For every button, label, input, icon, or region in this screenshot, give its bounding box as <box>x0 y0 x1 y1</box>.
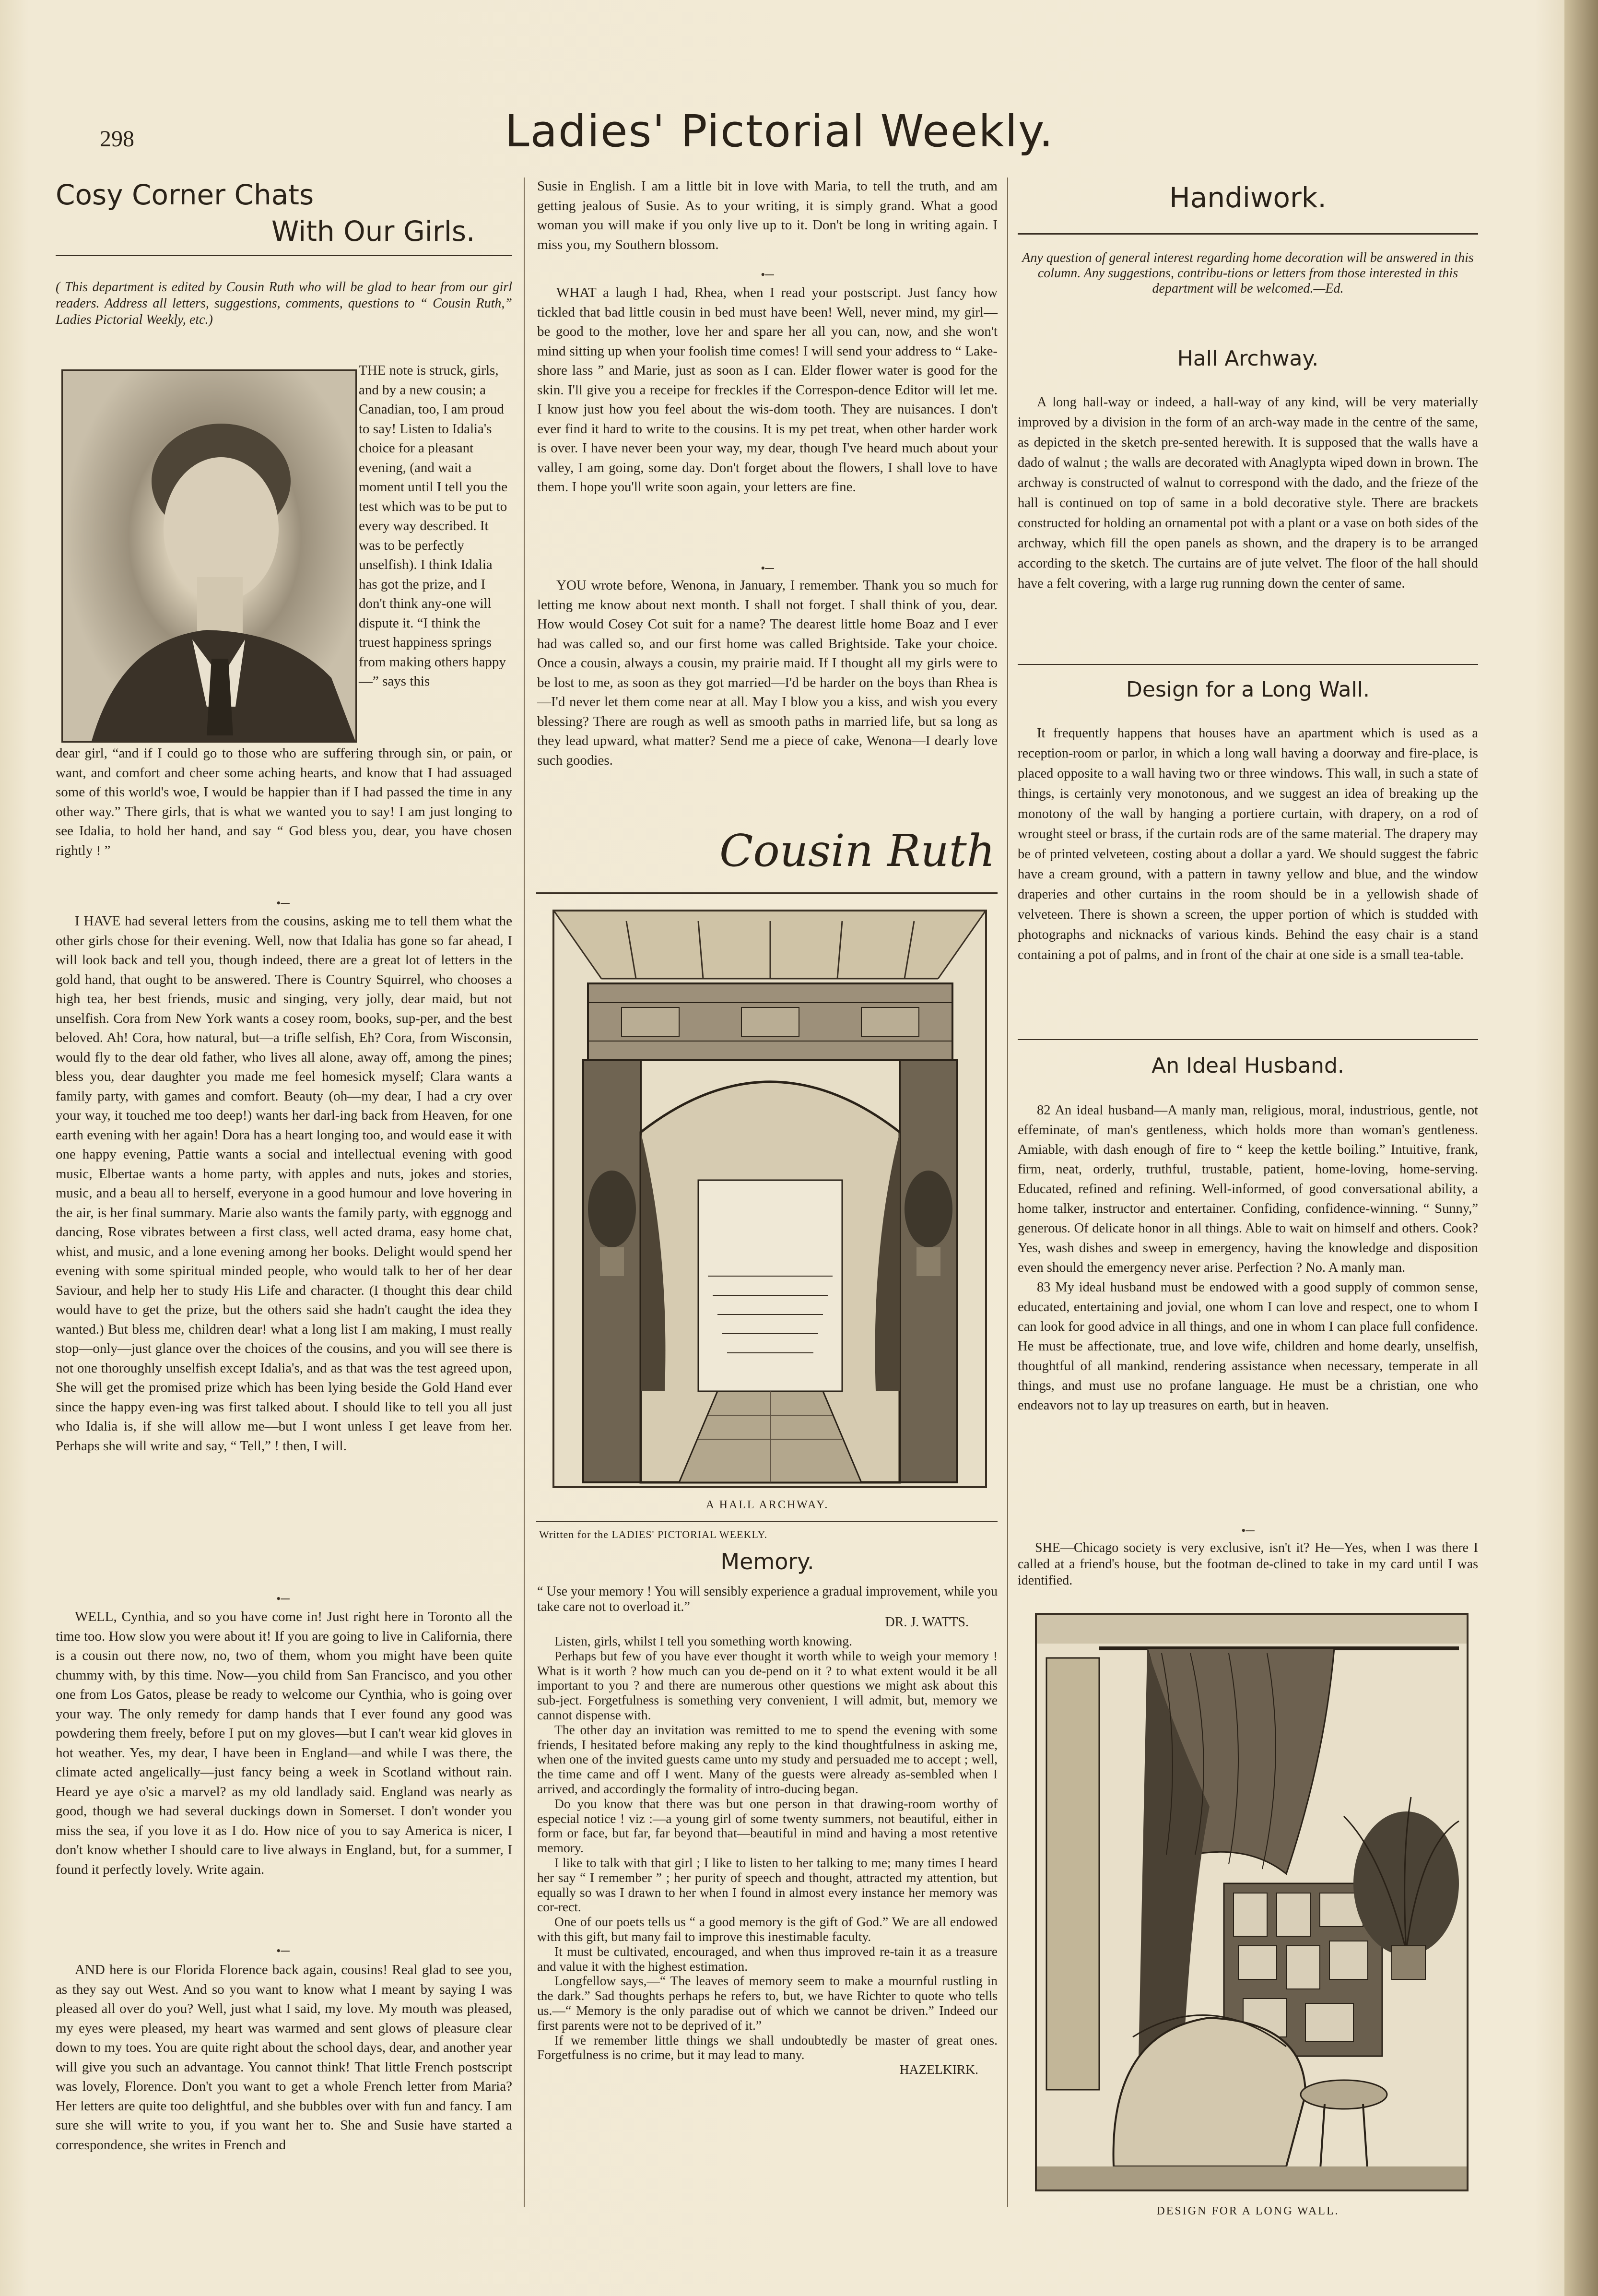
section-ornament: •─ <box>761 268 774 282</box>
ideal-husband-entry-83: 83 My ideal husband must be endowed with a good supply of common sense, educated, entertaining and jovial, one whom I can love and respect, one to whom I can look for good advice in all things, and one in whom I can place full confidence. He must be affectionate, true, and love wife, children and home dearly, unselfish, thoughtful of all mankind, rendering assistance when necessary, temperate in all things, and must use no profane language. He must be a christian, one who endeavors not to lay up treasures on earth, but in heaven. <box>1018 1280 1478 1413</box>
column2-text-top <box>537 177 998 254</box>
hall-archway-drawing <box>554 911 985 1486</box>
memory-quote-text: “ Use your memory ! You will sensibly experience a gradual improvement, while you take care not to overload it.” <box>537 1584 998 1614</box>
cosy-corner-letters <box>56 911 512 1456</box>
letter-maria-susie: Susie in English. I am a little bit in love with Maria, to tell the truth, and am getting jealous of Susie. As to your writing, it is simply grand. What a good woman you will make if you only live up to it. Don't be long in writing again. I miss you, my Southern blossom. <box>537 178 998 252</box>
memory-author: HAZELKIRK. <box>899 2062 978 2077</box>
memory-paragraph: Longfellow says,—“ The leaves of memory seem to make a mournful rustling in the dark.” Sad thoughts perhaps he refers to, but, we have Richter to quote who tells us.—“ Memory is the only paradise out of which we cannot be driven.” Indeed our first parents were not to be deprived of it.” <box>537 1973 998 2033</box>
letter-rhea: WHAT a laugh I had, Rhea, when I read your postscript. Just fancy how tickled that bad little cousin in bed must have been! Well, never mind, my girl—be good to the mother, love her and spare her all you can, now, and she won't mind sitting up when your foolish time comes! I will send your address to “ Lake-shore lass ” and Marie, just as soon as I can. Elder flower water is good for the skin. I'll give you a receipe for freckles if the Correspon-dence Editor will let me. I know just how you feel about the wis-dom tooth. They are nuisances. I don't ever find it hard to write to the cousins. It is my pet treat, when other harder work is over. I have never been your way, my dear, though I've heard much about your valley, I am going, some day. Don't forget about the flowers, I shall love to have them. I hope you'll write soon again, your letters are fine. <box>537 285 998 495</box>
memory-paragraph: If we remember little things we shall undoubtedly be master of great ones. Forgetfulness is no crime, but it may lead to many. <box>537 2032 998 2062</box>
memory-paragraph: Perhaps but few of you have ever thought it worth while to weigh your memory ! What is it worth ? how much can you de-pend on it ? to what extent would it be all important to you ? and there are numerous other questions we might ask about this sub-ject. Forgetfulness is something very convenient, I will admit, but, memory we cannot dispense with. <box>537 1648 998 1722</box>
hall-archway-illustration <box>552 910 987 1488</box>
hall-archway-heading: Hall Archway. <box>1177 346 1319 371</box>
section-ornament: •─ <box>276 1592 290 1606</box>
column2-rhea <box>537 283 998 497</box>
memory-quote <box>537 1584 998 1630</box>
handiwork-intro: Any question of general interest regarding home decoration will be answered in this column. Any suggestions, contribu-tions or letters from those interested in this department will be welcomed.—Ed. <box>1022 250 1474 296</box>
hall-archway-article <box>1018 392 1478 594</box>
cosy-corner-paragraph-cynthia: WELL, Cynthia, and so you have come in! Just right here in Toronto all the time too. How slow you were about it! If you are going to live in California, there is a cousin out there now, no, two of them, whom you might have been quite chummy with, by this time. Now—you child from San Francisco, and you other one from Los Gatos, please be ready to welcome our Cynthia, who is going over your way. The only remedy for damp hands that I ever found any good was powdering them freely, before I put on my gloves—but I can't wear kid gloves in hot weather. Yes, my dear, I have been in England—and while I was there, the climate acted angelically—just fancy being a week in Scotland without rain. Heard ye aye o'sic a marvel? as my old landlady said. England was nearly as good, though we had several duckings down in Somerset. I don't wonder you miss the sea, if you love it as I do. How nice of you to say America is nicer, I don't know whether I should care to live always in England, but, for a summer, I found it perfectly lovely. Write again. <box>56 1609 512 1877</box>
handiwork-rule <box>1018 233 1478 235</box>
memory-paragraph: I like to talk with that girl ; I like to listen to her talking to me; many times I heard her say “ I remember ” ; her purity of speech and thought, attracted my attention, but equally so was I drawn to her when I found in almost every instance her memory was cor-rect. <box>537 1855 998 1915</box>
cosy-corner-heading-line2: With Our Girls. <box>271 215 475 248</box>
memory-article <box>537 1634 998 2077</box>
section-rule <box>1018 664 1478 665</box>
cosy-corner-florence <box>56 1960 512 2154</box>
chicago-society-joke: SHE—Chicago society is very exclusive, isn't it? He—Yes, when I was there I called at a friend's house, but the footman de-clined to take in my card until I was identified. <box>1018 1540 1478 1588</box>
cosy-corner-body <box>56 744 512 860</box>
section-ornament: •─ <box>276 896 290 910</box>
illustration-bottom-rule <box>536 1521 998 1522</box>
column-divider-1 <box>524 178 525 2207</box>
handiwork-heading: Handiwork. <box>1169 181 1327 214</box>
cosy-corner-paragraph-choices: I HAVE had several letters from the cousins, asking me to tell them what the other girls chose for their evening. Well, now that Idalia has gone so far ahead, I will look back and tell you, though indeed, there are a great lot of letters in the gold hand, that ought to be answered. There is Country Squirrel, who chooses a high tea, her best friends, music and singing, very jolly, dear maid, but not unselfish. Cora from New York wants a cosey room, books, sup-per, and the best beloved. Ah! Cora, how natural, but—a trifle selfish, Eh? Cora, from Wisconsin, would fly to the dear old father, who lives all alone, away off, among the pines; bless you, dear daughter you made me feel homesick myself; Clara wants a family party, with games and comfort. Beauty (oh—my dear, I had a cry over your way, it touched me too deep!) wants her darl-ing back from Heaven, for one earth evening with her again! Dora has a heart longing too, and would ease it with one happy evening, Pattie wants a social and intellectual evening with good music, Elbertae wants a home party, with apples and nuts, jokes and stories, music, and a beau all to herself, everyone in a good humour and love hovering in the air, is her final summary. Marie also wants the family party, with eggnogg and dancing, Rose vibrates between a first class, well acted drama, easy home chat, whist, and music, and a lone evening among her books. Delight would spend her evening with some spiritual minded people, who would talk to her of her dear Saviour, and help her to study His Life and character. (I thought this dear child would have to get the prize, but the others said she hadn't caught the idea they wanted.) But bless me, children dear! what a long list I am making, I must really stop—only—just glance over the choices of the cousins, and you will see there is not one thoroughly unselfish except Idalia's, and as that was the test agreed upon, She will get the promised prize which has been lying beside the Gold Hand ever since the happy even-ing was first talked about. I should like to tell you all just who Idalia is, if she will allow me—but I wont unless I get leave from her. Perhaps she will write and say, “ Tell,” ! then, I will. <box>56 913 512 1454</box>
column-divider-2 <box>1007 178 1008 2207</box>
hall-archway-caption: A HALL ARCHWAY. <box>705 1499 829 1511</box>
long-wall-article <box>1018 723 1478 965</box>
section-ornament: •─ <box>276 1944 290 1958</box>
illustration-top-rule <box>536 892 998 894</box>
long-wall-drawing <box>1037 1615 1467 2189</box>
cosy-corner-intro-text: THE note is struck, girls, and by a new cousin; a Canadian, too, I am proud to say! Listen to Idalia's choice for a pleasant evening, (and wait a moment until I tell you the test which was to be put to every way described. It was to be perfectly unselfish). I think Idalia has got the prize, and I don't think any-one will dispute it. “I think the truest happiness springs from making others happy—” says this <box>359 363 508 689</box>
long-wall-text: It frequently happens that houses have an apartment which is used as a reception-room or parlor, in which a long wall having a doorway and fire-place, is placed opposite to a wall having two or three windows. This wall, in such a state of things, is certainly very monotonous, and we suggest an idea of breaking up the monotony of the wall by hanging a portiere curtain, with drapery, on a rod of wrought steel or brass, if the curtain rods are of the same material. The drapery may be of printed velveteen, costing about a dollar a yard. We should suggest the fabric have a cream ground, with a pattern in tawny yellow and blue, and the window draperies and other curtains in the room should be in a yellowish shade of velveteen. There is shown a screen, the upper portion of which is studded with photographs and nicknacks of various kinds. Behind the easy chair is a stand containing a pot of palms, and in front of the chair at one side is a small tea-table. <box>1018 726 1478 962</box>
letter-wenona: YOU wrote before, Wenona, in January, I remember. Thank you so much for letting me know about next month. I shall not forget. I shall think of you, dear. How would Cosey Cot suit for a name? The dearest little home Boaz and I ever had was called so, and our first home was called Brightside. Take your choice. Once a cousin, always a cousin, my prairie maid. If I thought all my girls were to be lost to me, as soon as they got married—I'd be harder on the boys than Rhea is—I'd never let them come near at all. May I blow you a kiss, and wish you every blessing? There are rough as well as smooth paths in married life, but sa long as they lead upward, what matter? Send me a piece of cake, Wenona—I dearly love such goodies. <box>537 578 998 768</box>
memory-paragraph: The other day an invitation was remitted to me to spend the evening with some friends, I hesitated before making any reply to the kind thoughtfulness in asking me, when one of the invited guests came unto my study and persuaded me to accept ; well, the time came and off I went. Many of the guests were already as-sembled when I arrived, and accordingly the formality of intro-ducing began. <box>537 1722 998 1796</box>
section-rule <box>1018 1039 1478 1040</box>
column2-wenona <box>537 576 998 770</box>
memory-paragraph: One of our poets tells us “ a good memory is the gift of God.” We are all endowed with this gift, but many fail to improve this inestimable faculty. <box>537 1914 998 1944</box>
section-ornament: •─ <box>1241 1524 1255 1538</box>
page-binding-edge <box>1564 0 1598 2296</box>
cosy-corner-cynthia <box>56 1607 512 1879</box>
memory-paragraph: Do you know that there was but one person in that drawing-room worthy of especial notice ! viz :—a young girl of some twenty summers, not beautiful, either in form or face, but far, far beyond that—beautiful in mind and having a most retentive memory. <box>537 1796 998 1856</box>
memory-paragraph: It must be cultivated, encouraged, and when thus improved re-tain it as a treasure and value it with the highest estimation. <box>537 1943 998 1974</box>
cosy-corner-heading-line1: Cosy Corner Chats <box>56 178 314 211</box>
long-wall-caption: DESIGN FOR A LONG WALL. <box>1156 2205 1340 2217</box>
written-for-note: Written for the LADIES' PICTORIAL WEEKLY. <box>539 1528 768 1540</box>
ideal-husband-entry-82: 82 An ideal husband—A manly man, religious, moral, industrious, gentle, not effeminate, of man's gentleness, which holds more than woman's gentleness. Amiable, with dash enough of fire to “ keep the kettle boiling.” Intuitive, frank, firm, neat, orderly, truthful, trustable, patient, home-loving, home-serving. Educated, refined and refining. Well-informed, of good conversational ability, a home talker, instructor and entertainer. Confiding, confidence-winning. “ Sunny,” generous. Of delicate honor in all things. Able to wait on himself and others. Cook? Yes, wash dishes and sweep in emergency, having the knowledge and disposition even should the emergency never arise. Perfection ? No. A manly man. <box>1018 1103 1478 1275</box>
cosy-corner-intro-wrapped <box>359 361 511 691</box>
heading-underline <box>56 255 512 256</box>
ideal-husband-heading: An Ideal Husband. <box>1152 1053 1344 1078</box>
cosy-corner-intro-continued: dear girl, “and if I could go to those who are suffering through sin, or pain, or want, and comfort and cheer some aching hearts, and know that I had assuaged some of this world's woe, I would be happier than if I had passed the time in any other way.” There girls, that is what we wanted you to say! I am just longing to see Idalia, to hold her hand, and say “ God bless you, dear, you have chosen rightly ! ” <box>56 746 512 858</box>
editor-note: ( This department is edited by Cousin Ruth who will be glad to hear from our girl readers. Address all letters, suggestions, comments, questions to “ Cousin Ruth,” Ladies Pictorial Weekly, etc.) <box>56 280 512 327</box>
cosy-corner-paragraph-florence: AND here is our Florida Florence back again, cousins! Real glad to see you, as they say out West. And so you want to know what I meant by saying I was pleased all over do you? Well, just what I said, my love. My mouth was pleased, my eyes were pleased, my heart was warmed and sent glows of pleasure clear down to my toes. You are quite right about the school days, dear, and another year will give you such an advantage. You cannot think! That little French postscript was lovely, Florence. Don't you want to get a whole French letter from Maria? Her letters are quite too delightful, and she bubbles over with fun and fancy. I am sure she will write to you, if you want her to. She and Susie have started a correspondence, she writes in French and <box>56 1962 512 2153</box>
long-wall-illustration <box>1035 1613 1469 2191</box>
long-wall-heading: Design for a Long Wall. <box>1126 677 1370 702</box>
memory-quote-author: DR. J. WATTS. <box>885 1615 969 1630</box>
memory-heading: Memory. <box>720 1549 814 1574</box>
portrait-photo <box>61 369 357 743</box>
hall-archway-text: A long hall-way or indeed, a hall-way of any kind, will be very materially improved by a division in the form of an arch-way made in the centre of the same, as depicted in the sketch pre-sented herewith. It is supposed that the walls have a dado of walnut ; the walls are decorated with Anaglypta wiped down in brown. The archway is constructed of walnut to correspond with the dado, and the frieze of the hall is continued on top of same in a bold decorative style. There are brackets constructed for holding an ornamental pot with a plant or a vase on both sides of the archway, which fill the open panels as shown, and the drapery is to be arranged according to the sketch. The curtains are of jute velvet. The floor of the hall should have a felt covering, with a large rug running down the center of same. <box>1018 395 1478 591</box>
cousin-ruth-signature: Cousin Ruth <box>719 825 995 876</box>
masthead-title: Ladies' Pictorial Weekly. <box>505 106 1054 157</box>
portrait-drawing <box>63 371 355 741</box>
ideal-husband-article <box>1018 1101 1478 1415</box>
memory-paragraph: Listen, girls, whilst I tell you something worth knowing. <box>554 1633 853 1648</box>
section-ornament: •─ <box>761 561 774 575</box>
page-number: 298 <box>100 126 134 152</box>
